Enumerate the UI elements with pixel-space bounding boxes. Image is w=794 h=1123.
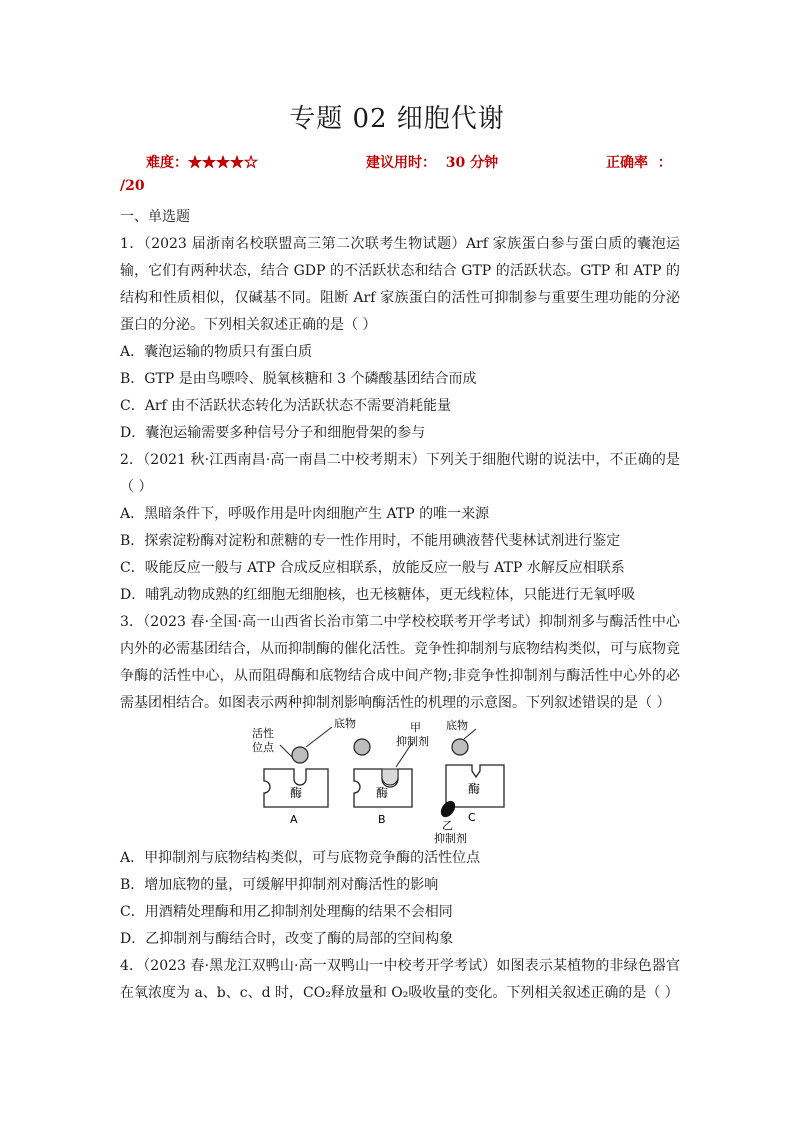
- label-inhibitor-a: 甲: [410, 721, 421, 734]
- enzyme-b-text: 酶: [376, 786, 389, 800]
- substrate-b: [354, 739, 370, 755]
- question-2-option-a: A．黑暗条件下，呼吸作用是叶肉细胞产生 ATP 的唯一来源: [120, 506, 490, 522]
- accuracy-label: 正确率: [606, 155, 648, 171]
- page-title: 专题 02 细胞代谢: [289, 104, 505, 134]
- label-active-site: 活性: [252, 727, 274, 740]
- label-substrate-ab: 底物: [334, 717, 356, 730]
- difficulty-label: 难度：: [146, 155, 188, 171]
- accuracy-colon: ：: [657, 155, 672, 171]
- enzyme-a: [252, 717, 356, 826]
- question-3-option-b: B．增加底物的量，可缓解甲抑制剂对酶活性的影响: [120, 877, 439, 893]
- question-2-option-b: B．探索淀粉酶对淀粉和蔗糖的专一性作用时，不能用碘液替代斐林试剂进行鉴定: [120, 533, 621, 549]
- time-value: 30 分钟: [445, 155, 499, 171]
- content: [120, 204, 680, 1007]
- question-2-stem: 2．（2021 秋·江西南昌·高一南昌二中校考期末）下列关于细胞代谢的说法中，不正确的是（ ）: [120, 452, 680, 495]
- enzyme-c: [434, 718, 504, 845]
- question-2-option-d: D．哺乳动物成熟的红细胞无细胞核，也无核糖体，更无线粒体，只能进行无氧呼吸: [120, 587, 636, 603]
- question-3-option-a: A．甲抑制剂与底物结构类似，可与底物竞争酶的活性位点: [120, 850, 481, 866]
- enzyme-c-text: 酶: [468, 782, 481, 796]
- question-3-option-d: D．乙抑制剂与酶结合时，改变了酶的局部的空间构象: [120, 931, 454, 947]
- question-2-option-c: C．吸能反应一般与 ATP 合成反应相联系，放能反应一般与 ATP 水解反应相联系: [120, 560, 625, 576]
- label-inhibitor-b-2: 抑制剂: [434, 832, 467, 845]
- score-total: /20: [120, 178, 145, 194]
- enzyme-a-text: 酶: [290, 786, 303, 800]
- label-b: B: [378, 813, 386, 826]
- question-1-stem: 1．（2023 届浙南名校联盟高三第二次联考生物试题）Arf 家族蛋白参与蛋白质的囊泡运输，它们有两种状态，结合 GDP 的不活跃状态和结合 GTP 的活跃状态。GTP 和 ATP 的结构和性质相似，仅碱基不同。阻断 Arf 家族蛋白的活性可抑制参与重要生理功能的分泌蛋白的分泌。下列相关叙述正确的是（ ）: [120, 236, 680, 333]
- meta-row: [146, 152, 676, 174]
- inhibitor-a-shape: [382, 769, 398, 785]
- question-3-option-c: C．用酒精处理酶和用乙抑制剂处理酶的结果不会相同: [120, 904, 453, 920]
- question-4-stem: 4．（2023 春·黑龙江双鸭山·高一双鸭山一中校考开学考试）如图表示某植物的非绿色器官在氧浓度为 a、b、c、d 时，CO₂释放量和 O₂吸收量的变化。下列相关叙述正确的是（ ）: [120, 958, 680, 1001]
- label-c: C: [468, 811, 476, 824]
- enzyme-b: [354, 721, 429, 826]
- label-substrate-c: 底物: [446, 719, 468, 732]
- suggested-time: [366, 152, 498, 172]
- question-3-stem: 3．（2023 春·全国·高一山西省长治市第二中学校校联考开学考试）抑制剂多与酶活性中心内外的必需基团结合，从而抑制酶的催化活性。竞争性抑制剂与底物结构类似，可与底物竞争酶的活性中心，从而阻碍酶和底物结合成中间产物;非竞争性抑制剂与酶活性中心外的必需基团相结合。如图表示两种抑制剂影响酶活性的机理的示意图。下列叙述错误的是（ ）: [120, 614, 680, 711]
- label-a: A: [290, 813, 298, 826]
- substrate-a: [292, 747, 308, 763]
- label-active-site-2: 位点: [252, 741, 274, 754]
- pointer-substrate: [306, 727, 332, 747]
- question-1-option-d: D．囊泡运输需要多种信号分子和细胞骨架的参与: [120, 425, 426, 441]
- pointer-active-site: [280, 745, 292, 757]
- question-1-option-a: A．囊泡运输的物质只有蛋白质: [120, 344, 313, 360]
- difficulty: [146, 152, 258, 172]
- time-label: 建议用时：: [366, 155, 436, 171]
- substrate-c: [452, 739, 468, 755]
- enzyme-diagram: [250, 717, 530, 845]
- difficulty-stars: ★★★★☆: [188, 155, 258, 171]
- accuracy: [606, 152, 672, 172]
- question-1-option-b: B．GTP 是由鸟嘌呤、脱氧核糖和 3 个磷酸基团结合而成: [120, 371, 477, 387]
- label-inhibitor-b: 乙: [442, 819, 453, 832]
- enzyme-inhibitor-figure: [120, 717, 680, 845]
- question-1-option-c: C．Arf 由不活跃状态转化为活跃状态不需要消耗能量: [120, 398, 452, 414]
- label-inhibitor-a-2: 抑制剂: [396, 735, 429, 748]
- section-heading: 一、单选题: [120, 209, 190, 225]
